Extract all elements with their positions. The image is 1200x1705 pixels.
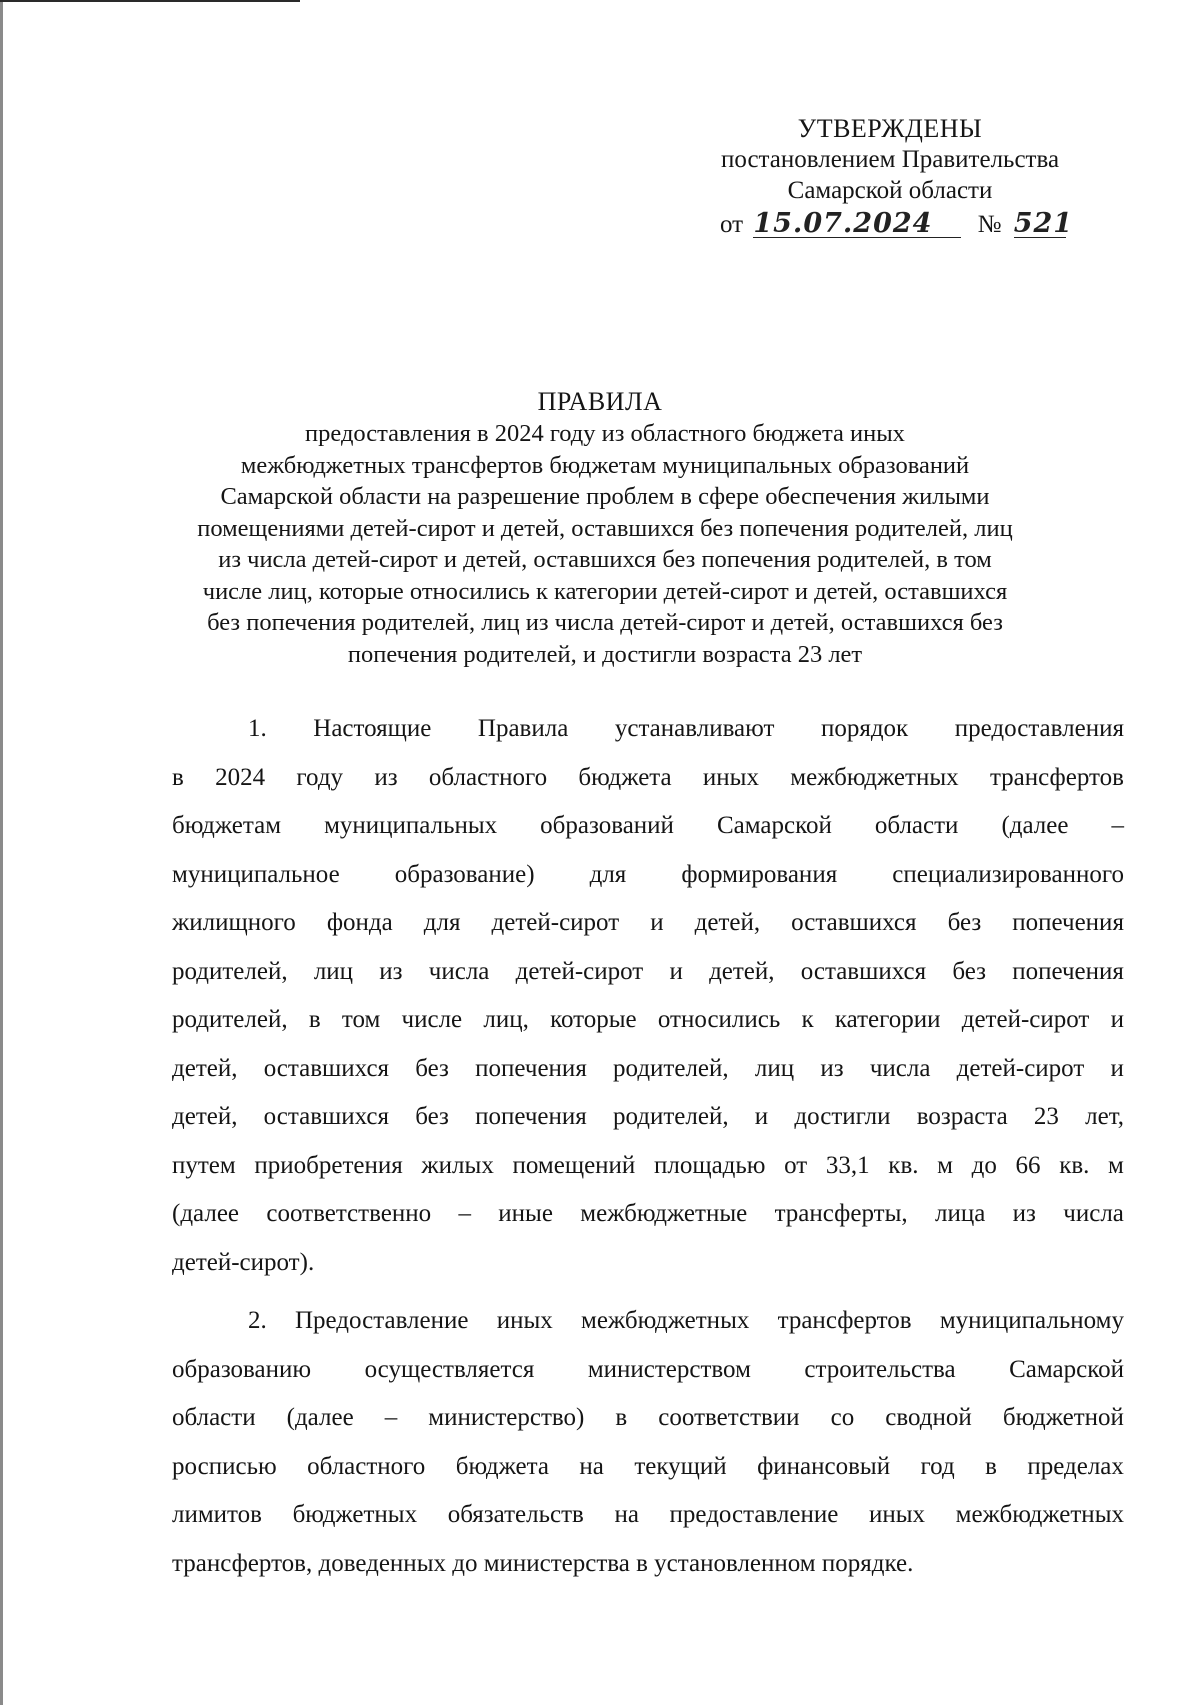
paragraph-line: путем приобретения жилых помещений площадью от 33,1 кв. м до 66 кв. м [172, 1151, 1124, 1179]
paragraph-line: детей-сирот). [172, 1248, 315, 1276]
paragraph-2 [172, 1297, 1124, 1588]
approval-line-1: постановлением Правительства [720, 146, 1060, 173]
approval-stamp-block [660, 113, 1120, 240]
paragraph-line: бюджетам муниципальных образований Самарской области (далее – [172, 812, 1124, 839]
document-title: ПРАВИЛА [537, 387, 663, 416]
approval-line-2: Самарской области [787, 177, 993, 204]
subtitle-line: без попечения родителей, лиц из числа детей-сирот и детей, оставшихся без [207, 609, 1003, 636]
approval-title: УТВЕРЖДЕНЫ [797, 114, 983, 143]
paragraph-line: росписью областного бюджета на текущий финансовый год в пределах [172, 1452, 1124, 1480]
subtitle-line: помещениями детей-сирот и детей, оставшихся без попечения родителей, лиц [197, 514, 1013, 542]
paragraph-1 [172, 705, 1124, 1287]
paragraph-line: (далее соответственно – иные межбюджетные трансферты, лица из числа [172, 1200, 1124, 1227]
number-prefix: № [977, 211, 1002, 238]
paragraph-line: лимитов бюджетных обязательств на предоставление иных межбюджетных [172, 1501, 1124, 1528]
paragraph-line: области (далее – министерство) в соответствии со сводной бюджетной [172, 1404, 1124, 1431]
subtitle-line: межбюджетных трансфертов бюджетам муниципальных образований [240, 451, 970, 479]
date-prefix: от [720, 211, 744, 238]
subtitle-line: Самарской области на разрешение проблем в сфере обеспечения жилыми [220, 483, 990, 510]
paragraph-line: детей, оставшихся без попечения родителей, лиц из числа детей-сирот и [172, 1054, 1124, 1082]
handwritten-date: 15.07.2024 [753, 211, 961, 238]
scan-edge-left [0, 0, 3, 1705]
subtitle-line: попечения родителей, и достигли возраста 23 лет [347, 640, 863, 668]
paragraph-line: 2. Предоставление иных межбюджетных трансфертов муниципальному [248, 1307, 1124, 1334]
subtitle-line: предоставления в 2024 году из областного бюджета иных [305, 420, 905, 447]
paragraph-line: жилищного фонда для детей-сирот и детей, оставшихся без попечения [172, 909, 1124, 936]
paragraph-line: муниципальное образование) для формирования специализированного [172, 860, 1124, 888]
paragraph-line: в 2024 году из областного бюджета иных межбюджетных трансфертов [172, 763, 1124, 791]
approval-date-line [660, 209, 1120, 240]
subtitle-line: числе лиц, которые относились к категории детей-сирот и детей, оставшихся [202, 577, 1008, 605]
handwritten-number: 521 [1013, 208, 1074, 239]
subtitle-line: из числа детей-сирот и детей, оставшихся без попечения родителей, в том [218, 546, 992, 573]
paragraph-line: 1. Настоящие Правила устанавливают порядок предоставления [248, 715, 1124, 742]
paragraph-line: образованию осуществляется министерством строительства Самарской [172, 1355, 1124, 1383]
paragraph-line: родителей, лиц из числа детей-сирот и детей, оставшихся без попечения [172, 957, 1124, 985]
paragraph-line: детей, оставшихся без попечения родителей, и достигли возраста 23 лет, [172, 1103, 1124, 1130]
paragraph-line: родителей, в том числе лиц, которые относились к категории детей-сирот и [172, 1006, 1124, 1033]
paragraph-line: трансфертов, доведенных до министерства в установленном порядке. [172, 1549, 914, 1577]
scan-edge-top [0, 0, 300, 2]
document-subtitle [170, 418, 1040, 670]
